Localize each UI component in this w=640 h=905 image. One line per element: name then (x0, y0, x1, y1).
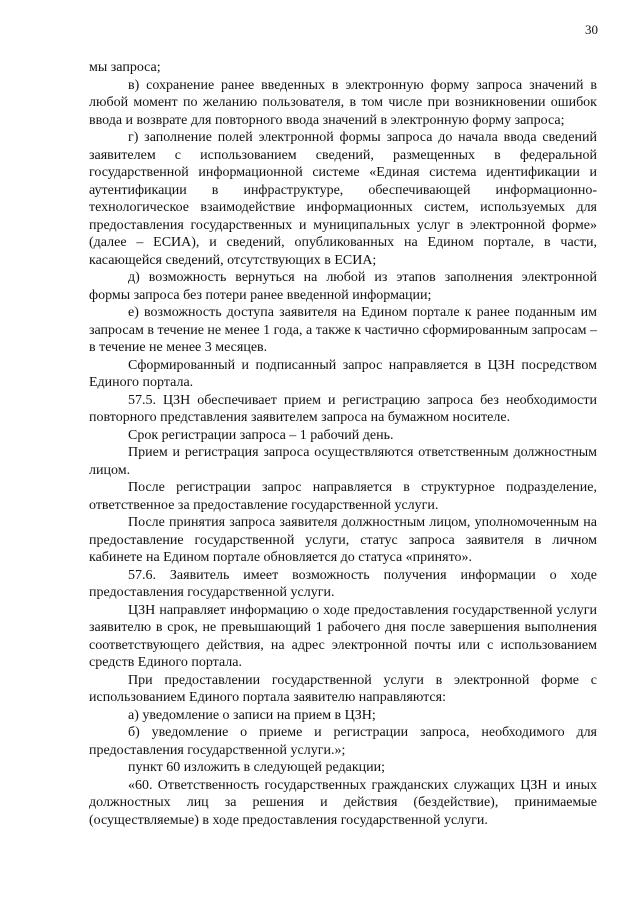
paragraph: пункт 60 изложить в следующей редакции; (128, 760, 385, 775)
paragraph: г) заполнение полей электронной формы запроса до начала ввода сведений заявителем с использованием сведений, размещенных в федеральной государственной информационной системе «Единая система идентификации и аутентификации в инфраструктуре, обеспечивающей информационно-технологическое взаимодействие информационных систем, используемых для предоставления государственных и муниципальных услуг в электронной форме» (далее – ЕСИА), и сведений, опубликованных на Едином портале, в части, касающейся сведений, отсутствующих в ЕСИА; (89, 130, 597, 268)
paragraph: д) возможность вернуться на любой из этапов заполнения электронной формы запроса без потери ранее введенной информации; (89, 270, 597, 303)
paragraph: После принятия запроса заявителя должностным лицом, уполномоченным на предоставление государственной услуги, статус запроса заявителя в личном кабинете на Едином портале обновляется до статуса «принято». (89, 515, 597, 565)
paragraph: После регистрации запрос направляется в структурное подразделение, ответственное за предоставление государственной услуги. (89, 480, 597, 513)
paragraph: 57.5. ЦЗН обеспечивает прием и регистрацию запроса без необходимости повторного представления заявителем запроса на бумажном носителе. (89, 392, 597, 425)
paragraph: Срок регистрации запроса – 1 рабочий день. (128, 427, 394, 443)
paragraph: Прием и регистрация запроса осуществляются ответственным должностным лицом. (89, 445, 597, 478)
paragraph: ЦЗН направляет информацию о ходе предоставления государственной услуги заявителю в срок, не превышающий 1 рабочего дня после завершения выполнения соответствующего действия, на адрес электронной почты или с использованием средств Единого портала. (89, 602, 597, 670)
paragraph: а) уведомление о записи на прием в ЦЗН; (128, 707, 376, 723)
paragraph: При предоставлении государственной услуги в электронной форме с использованием Единого портала заявителю направляются: (89, 672, 597, 705)
document-body (89, 59, 597, 829)
page-number: 30 (585, 22, 598, 37)
paragraph: б) уведомление о приеме и регистрации запроса, необходимого для предоставления государственной услуги.»; (89, 725, 597, 758)
paragraph: 57.6. Заявитель имеет возможность получения информации о ходе предоставления государственной услуги. (89, 567, 597, 600)
paragraph: Сформированный и подписанный запрос направляется в ЦЗН посредством Единого портала. (89, 357, 597, 390)
paragraph: мы запроса; (89, 60, 161, 75)
paragraph: е) возможность доступа заявителя на Едином портале к ранее поданным им запросам в течение не менее 1 года, а также к частично сформированным запросам – в течение не менее 3 месяцев. (89, 305, 597, 355)
paragraph: в) сохранение ранее введенных в электронную форму запроса значений в любой момент по желанию пользователя, в том числе при возникновении ошибок ввода и возврате для повторного ввода значений в электронную форму запроса; (89, 77, 597, 128)
paragraph: «60. Ответственность государственных гражданских служащих ЦЗН и иных должностных лиц за решения и действия (бездействие), принимаемые (осуществляемые) в ходе предоставления государственной услуги. (89, 777, 597, 828)
